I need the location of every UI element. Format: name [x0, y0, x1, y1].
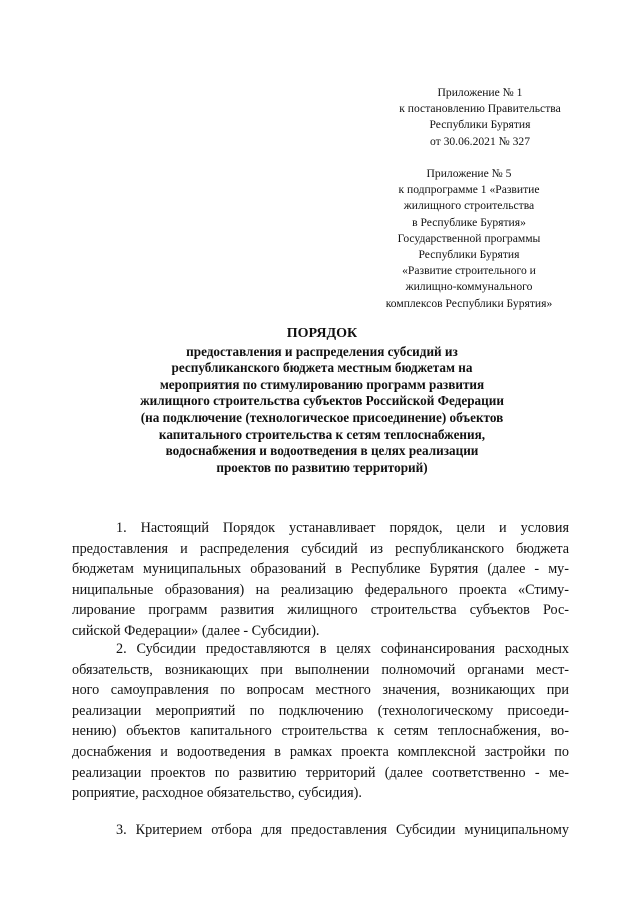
paragraph-line: ниципальные образования) на реализацию федерального проекта «Стиму-: [72, 581, 569, 598]
appendix-line: от 30.06.2021 № 327: [429, 134, 531, 148]
appendix-line: к подпрограмме 1 «Развитие: [398, 183, 540, 197]
paragraph-line: реализации проектов по развитию территорий (далее соответственно - ме-: [72, 764, 569, 781]
paragraph-line: 1. Настоящий Порядок устанавливает порядок, цели и условия: [116, 520, 569, 536]
appendix-line: Республики Бурятия: [429, 118, 531, 132]
appendix-line: жилищно-коммунального: [405, 280, 533, 294]
paragraph-line: реализации мероприятий по подключению (технологическому присоеди-: [72, 702, 569, 719]
paragraph-2: [72, 639, 569, 804]
paragraph-line: роприятие, расходное обязательство, субсидия).: [72, 785, 362, 802]
appendix-line: Приложение № 1: [437, 86, 523, 99]
appendix-line: жилищного строительства: [403, 199, 535, 213]
paragraph-line: сийской Федерации» (далее - Субсидии).: [72, 622, 320, 639]
title-line: (на подключение (технологическое присоединение) объектов: [140, 409, 504, 425]
document-title: [72, 326, 572, 476]
appendix-5-header: [364, 166, 574, 312]
paragraph-1: [72, 518, 569, 642]
appendix-line: в Республике Бурятия»: [412, 215, 526, 229]
appendix-line: Государственной программы: [397, 231, 541, 245]
paragraph-line: 2. Субсидии предоставляются в целях софинансирования расходных: [116, 641, 569, 657]
title-line: республиканского бюджета местным бюджетам на: [171, 360, 473, 376]
title-line: проектов по развитию территорий): [216, 459, 428, 475]
paragraph-line: бюджетам муниципальных образований в Республике Бурятия (далее - му-: [72, 561, 569, 578]
title-line: мероприятия по стимулированию программ развития: [159, 376, 485, 392]
appendix-line: Приложение № 5: [426, 167, 512, 180]
title-line: водоснабжения и водоотведения в целях реализации: [165, 443, 479, 459]
paragraph-line: обязательств, возникающих при выполнении полномочий органами мест-: [72, 661, 569, 678]
title-line: предоставления и распределения субсидий из: [186, 343, 458, 359]
appendix-line: к постановлению Правительства: [399, 102, 561, 116]
paragraph-line: нению) объектов капитального строительства к сетям теплоснабжения, во-: [72, 723, 569, 740]
appendix-line: комплексов Республики Бурятия»: [385, 296, 553, 310]
paragraph-line: ного самоуправления по вопросам местного значения, возникающих при: [72, 682, 569, 699]
paragraph-line: доснабжения и водоотведения в рамках проекта комплексной застройки по: [72, 743, 569, 760]
paragraph-line: лирование программ развития жилищного строительства субъектов Рос-: [72, 602, 569, 619]
title-line: жилищного строительства субъектов Российской Федерации: [140, 393, 504, 409]
appendix-line: «Развитие строительного и: [402, 264, 536, 278]
paragraph-3: [72, 820, 569, 841]
appendix-1-header: [382, 85, 578, 150]
title-heading: ПОРЯДОК: [286, 326, 358, 341]
appendix-line: Республики Бурятия: [418, 248, 520, 262]
paragraph-line: предоставления и распределения субсидий из республиканского бюджета: [72, 540, 569, 557]
paragraph-line: 3. Критерием отбора для предоставления Субсидии муниципальному: [116, 822, 569, 838]
title-line: капитального строительства к сетям теплоснабжения,: [158, 426, 486, 442]
